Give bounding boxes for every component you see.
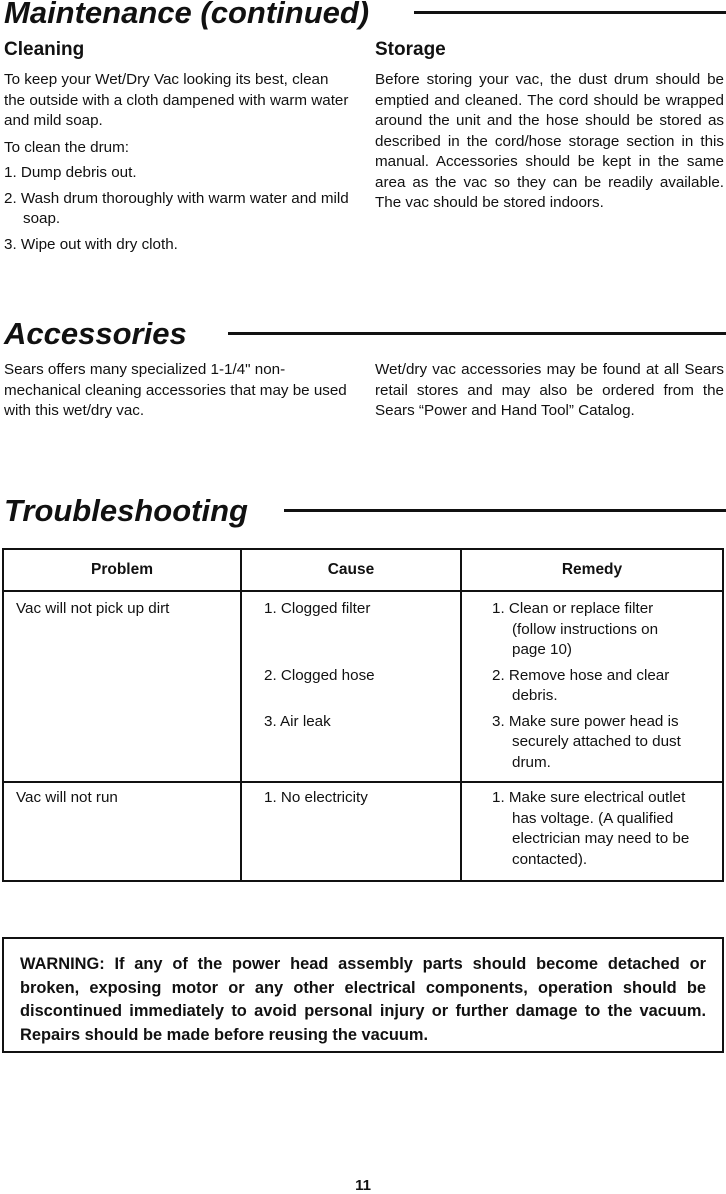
remedy-entry: 1. Make sure electrical outlet has voltage. (A qualified electrician may need to be contacted). bbox=[492, 789, 690, 868]
cleaning-step: 2. Wash drum thoroughly with warm water and mild soap. bbox=[4, 189, 349, 227]
accessories-left: Sears offers many specialized 1-1/4" non-mechanical cleaning accessories that may be used with this wet/dry vac. bbox=[4, 361, 347, 419]
troubleshooting-table bbox=[2, 548, 724, 882]
remedy-entry: 3. Make sure power head is securely attached to dust drum. bbox=[492, 712, 681, 771]
cause-cell bbox=[241, 782, 461, 881]
header-remedy: Remedy bbox=[461, 549, 723, 591]
accessories-right: Wet/dry vac accessories may be found at all Sears retail stores and may also be ordered from the Sears “Power and Hand Tool” Catalog. bbox=[375, 361, 724, 419]
table-header-row bbox=[3, 549, 723, 591]
cleaning-intro: To keep your Wet/Dry Vac looking its best, clean the outside with a cloth dampened with warm water and mild soap. bbox=[4, 71, 349, 129]
remedy-cell bbox=[461, 591, 723, 782]
problem-cell: Vac will not pick up dirt bbox=[3, 591, 241, 782]
cleaning-step: 3. Wipe out with dry cloth. bbox=[4, 235, 178, 253]
cleaning-heading: Cleaning bbox=[4, 39, 85, 60]
table-row bbox=[3, 591, 723, 782]
header-problem: Problem bbox=[3, 549, 241, 591]
remedy-cell bbox=[461, 782, 723, 881]
maintenance-title-rule bbox=[414, 11, 726, 14]
cause-entry: 1. Clogged filter bbox=[264, 600, 371, 617]
storage-heading: Storage bbox=[375, 39, 446, 60]
page-number: 11 bbox=[355, 1177, 371, 1194]
table-row bbox=[3, 782, 723, 881]
cleaning-body bbox=[4, 70, 349, 255]
cleaning-step: 1. Dump debris out. bbox=[4, 164, 137, 181]
troubleshooting-title: Troubleshooting bbox=[4, 493, 248, 528]
troubleshooting-title-rule bbox=[284, 509, 726, 512]
accessories-title: Accessories bbox=[4, 316, 187, 351]
cause-entry: 3. Air leak bbox=[264, 713, 331, 730]
warning-box: WARNING: If any of the power head assembly parts should become detached or broken, exposing motor or any other electrical components, operation should be discontinued immediately to avoid personal injury or further damage to the vacuum. Repairs should be made before reusing the vacuum. bbox=[2, 937, 724, 1053]
cause-entry: 1. No electricity bbox=[264, 789, 368, 806]
header-cause: Cause bbox=[241, 549, 461, 591]
problem-cell: Vac will not run bbox=[3, 782, 241, 881]
cause-cell bbox=[241, 591, 461, 782]
maintenance-title: Maintenance (continued) bbox=[4, 0, 370, 30]
remedy-entry: 1. Clean or replace filter (follow instructions on page 10) bbox=[492, 600, 659, 658]
storage-text: Before storing your vac, the dust drum should be emptied and cleaned. The cord should be wrapped around the unit and the hose should be stored as described in the cord/hose storage section in this manual. Accessories should be kept in the same area as the vac so they can be readily available. The vac should be stored indoors. bbox=[375, 71, 724, 211]
accessories-title-rule bbox=[228, 332, 726, 335]
remedy-entry: 2. Remove hose and clear debris. bbox=[492, 666, 670, 704]
drum-intro: To clean the drum: bbox=[4, 138, 129, 156]
cause-entry: 2. Clogged hose bbox=[264, 666, 375, 684]
